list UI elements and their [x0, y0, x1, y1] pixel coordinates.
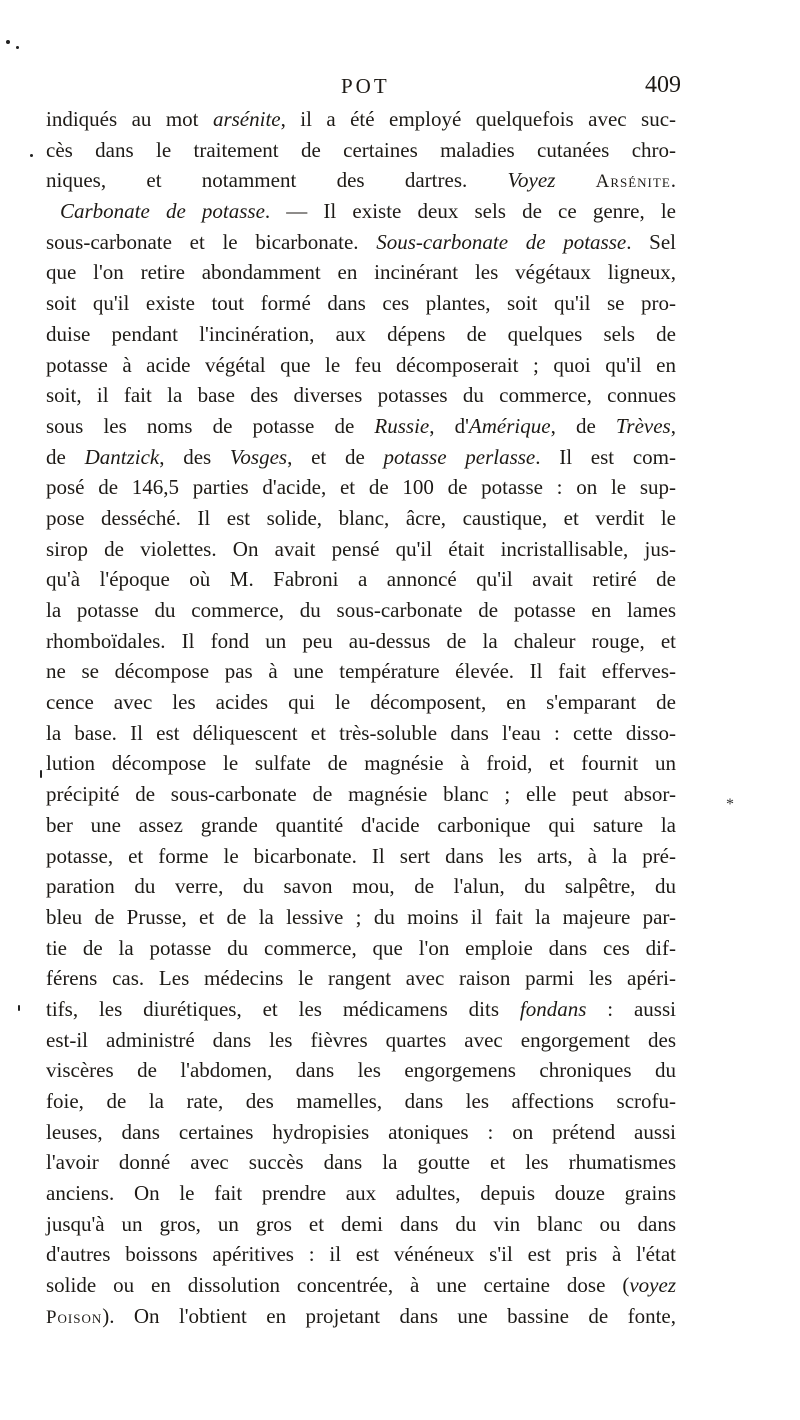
text-line: [46, 1055, 676, 1086]
text-segment: soit qu'il existe tout formé dans ces plantes, soit qu'il se pro-: [46, 291, 676, 316]
text-segment: tie de la potasse du commerce, que l'on emploie dans ces dif-: [46, 935, 676, 960]
text-line: [46, 564, 676, 595]
italic-term: Dantzick: [84, 444, 160, 469]
text-segment: pose desséché. Il est solide, blanc, âcre, caustique, et verdit le: [46, 505, 676, 530]
text-line: [46, 196, 676, 227]
text-line: [46, 1086, 676, 1117]
text-segment: férens cas. Les médecins le rangent avec raison parmi les apéri-: [46, 966, 676, 991]
text-segment: niques, et notamment des dartres.: [46, 168, 508, 193]
text-line: [46, 1147, 676, 1178]
text-segment: , d': [429, 413, 469, 438]
page-number: 409: [645, 72, 681, 98]
ink-speck: [18, 1005, 20, 1011]
text-segment: d'autres boissons apéritives : il est vénéneux s'il est pris à l'état: [46, 1242, 676, 1267]
text-segment: .: [670, 168, 677, 193]
text-line: [46, 1239, 676, 1270]
italic-term: potasse perlasse: [383, 444, 536, 469]
italic-term: arsénite: [212, 107, 281, 131]
text-segment: sous les noms de potasse de: [46, 413, 375, 438]
text-line: [46, 1117, 676, 1148]
text-line: [46, 1209, 676, 1240]
text-line: [46, 350, 676, 381]
text-line: [46, 257, 676, 288]
text-line: [46, 288, 676, 319]
text-segment: posé de 146,5 parties d'acide, et de 100 de potasse : on le sup-: [46, 475, 676, 500]
text-segment: solide ou en dissolution concentrée, à une certaine dose (: [46, 1273, 630, 1298]
text-segment: l'avoir donné avec succès dans la goutte et les rhumatismes: [46, 1150, 676, 1175]
text-segment: [555, 168, 595, 192]
text-segment: ber une assez grande quantité d'acide carbonique qui sature la: [46, 812, 676, 837]
cross-reference: Poison: [46, 1306, 103, 1328]
text-line: [46, 718, 676, 749]
text-segment: qu'à l'époque où M. Fabroni a annoncé qu'il avait retiré de: [46, 567, 676, 592]
text-line: [46, 534, 676, 565]
text-line: [46, 165, 676, 196]
ink-speck: [40, 770, 42, 778]
text-segment: la potasse du commerce, du sous-carbonate de potasse en lames: [46, 598, 676, 622]
text-segment: précipité de sous-carbonate de magnésie blanc ; elle peut absor-: [46, 782, 676, 807]
ink-speck: [30, 154, 33, 157]
text-line: [46, 104, 676, 135]
italic-term: fondans: [519, 996, 587, 1021]
italic-term: Trèves: [615, 413, 671, 438]
text-segment: la base. Il est déliquescent et très-soluble dans l'eau : cette disso-: [46, 720, 676, 745]
margin-star-mark: *: [726, 796, 734, 813]
ink-speck: [6, 40, 10, 44]
text-line: [46, 656, 676, 687]
italic-term: Carbonate de potasse: [60, 199, 265, 224]
text-line: [46, 411, 676, 442]
text-line: [46, 994, 676, 1025]
text-line: [46, 779, 676, 810]
text-line: [46, 687, 676, 718]
text-segment: , des: [159, 444, 230, 469]
text-segment: que l'on retire abondamment en incinérant les végétaux ligneux,: [46, 260, 676, 285]
text-segment: , et de: [287, 444, 384, 469]
italic-term: Vosges: [229, 444, 288, 469]
text-line: [46, 1301, 676, 1332]
text-line: [46, 595, 676, 626]
text-segment: : aussi: [586, 996, 676, 1021]
italic-term: Russie: [374, 413, 430, 438]
italic-term: Sous-carbonate de potasse: [376, 229, 627, 254]
text-segment: sous-carbonate et le bicarbonate.: [46, 229, 377, 254]
text-segment: foie, de la rate, des mamelles, dans les affections scrofu-: [46, 1089, 676, 1113]
running-head-title: POT: [341, 74, 390, 98]
text-segment: ,: [670, 413, 676, 438]
text-segment: cès dans le traitement de certaines maladies cutanées chro-: [46, 137, 676, 162]
text-segment: bleu de Prusse, et de la lessive ; du moins il fait la majeure par-: [46, 904, 676, 929]
text-line: [46, 135, 676, 166]
text-line: [46, 1270, 676, 1301]
body-text: [46, 104, 676, 1332]
text-segment: viscères de l'abdomen, dans les engorgemens chroniques du: [46, 1058, 676, 1083]
text-segment: de: [46, 444, 85, 469]
text-segment: potasse, et forme le bicarbonate. Il sert dans les arts, à la pré-: [46, 843, 676, 868]
italic-term: Amérique: [468, 413, 551, 438]
text-line: [46, 1178, 676, 1209]
cross-reference: Arsénite: [595, 171, 671, 193]
text-line: [46, 841, 676, 872]
text-segment: lution décompose le sulfate de magnésie à froid, et fournit un: [46, 751, 676, 776]
text-segment: paration du verre, du savon mou, de l'alun, du salpêtre, du: [46, 874, 676, 899]
text-line: [46, 1025, 676, 1056]
text-segment: sirop de violettes. On avait pensé qu'il était incristallisable, jus-: [46, 536, 676, 561]
text-segment: est-il administré dans les fièvres quartes avec engorgement des: [46, 1027, 676, 1052]
italic-term: Voyez: [507, 168, 556, 193]
text-segment: ne se décompose pas à une température élevée. Il fait efferves-: [46, 659, 676, 684]
text-line: [46, 902, 676, 933]
text-segment: . Sel: [626, 229, 676, 254]
text-segment: . Il est com-: [535, 444, 676, 469]
ink-speck: [16, 46, 19, 49]
text-segment: duise pendant l'incinération, aux dépens de quelques sels de: [46, 321, 676, 346]
text-line: [46, 963, 676, 994]
text-line: [46, 871, 676, 902]
text-line: [46, 748, 676, 779]
text-line: [46, 933, 676, 964]
text-line: [46, 503, 676, 534]
text-line: [46, 227, 676, 258]
text-segment: anciens. On le fait prendre aux adultes, depuis douze grains: [46, 1181, 676, 1206]
italic-term: voyez: [629, 1273, 676, 1298]
text-segment: tifs, les diurétiques, et les médicamens dits: [46, 996, 520, 1021]
text-line: [46, 442, 676, 473]
text-line: [46, 380, 676, 411]
text-segment: ). On l'obtient en projetant dans une bassine de fonte,: [102, 1303, 676, 1328]
text-segment: , de: [550, 413, 616, 438]
text-segment: jusqu'à un gros, un gros et demi dans du vin blanc ou dans: [46, 1211, 676, 1236]
text-line: [46, 472, 676, 503]
text-segment: leuses, dans certaines hydropisies atoniques : on prétend aussi: [46, 1119, 676, 1144]
text-segment: potasse à acide végétal que le feu décomposerait ; quoi qu'il en: [46, 352, 676, 377]
text-segment: rhomboïdales. Il fond un peu au-dessus de la chaleur rouge, et: [46, 628, 676, 653]
text-segment: , il a été employé quelquefois avec suc-: [280, 107, 677, 131]
text-segment: soit, il fait la base des diverses potasses du commerce, connues: [46, 383, 676, 408]
text-line: [46, 626, 676, 657]
text-line: [46, 810, 676, 841]
text-segment: cence avec les acides qui le décomposent, en s'emparant de: [46, 690, 676, 715]
text-segment: indiqués au mot: [46, 107, 213, 131]
text-line: [46, 319, 676, 350]
text-segment: . — Il existe deux sels de ce genre, le: [264, 199, 676, 224]
